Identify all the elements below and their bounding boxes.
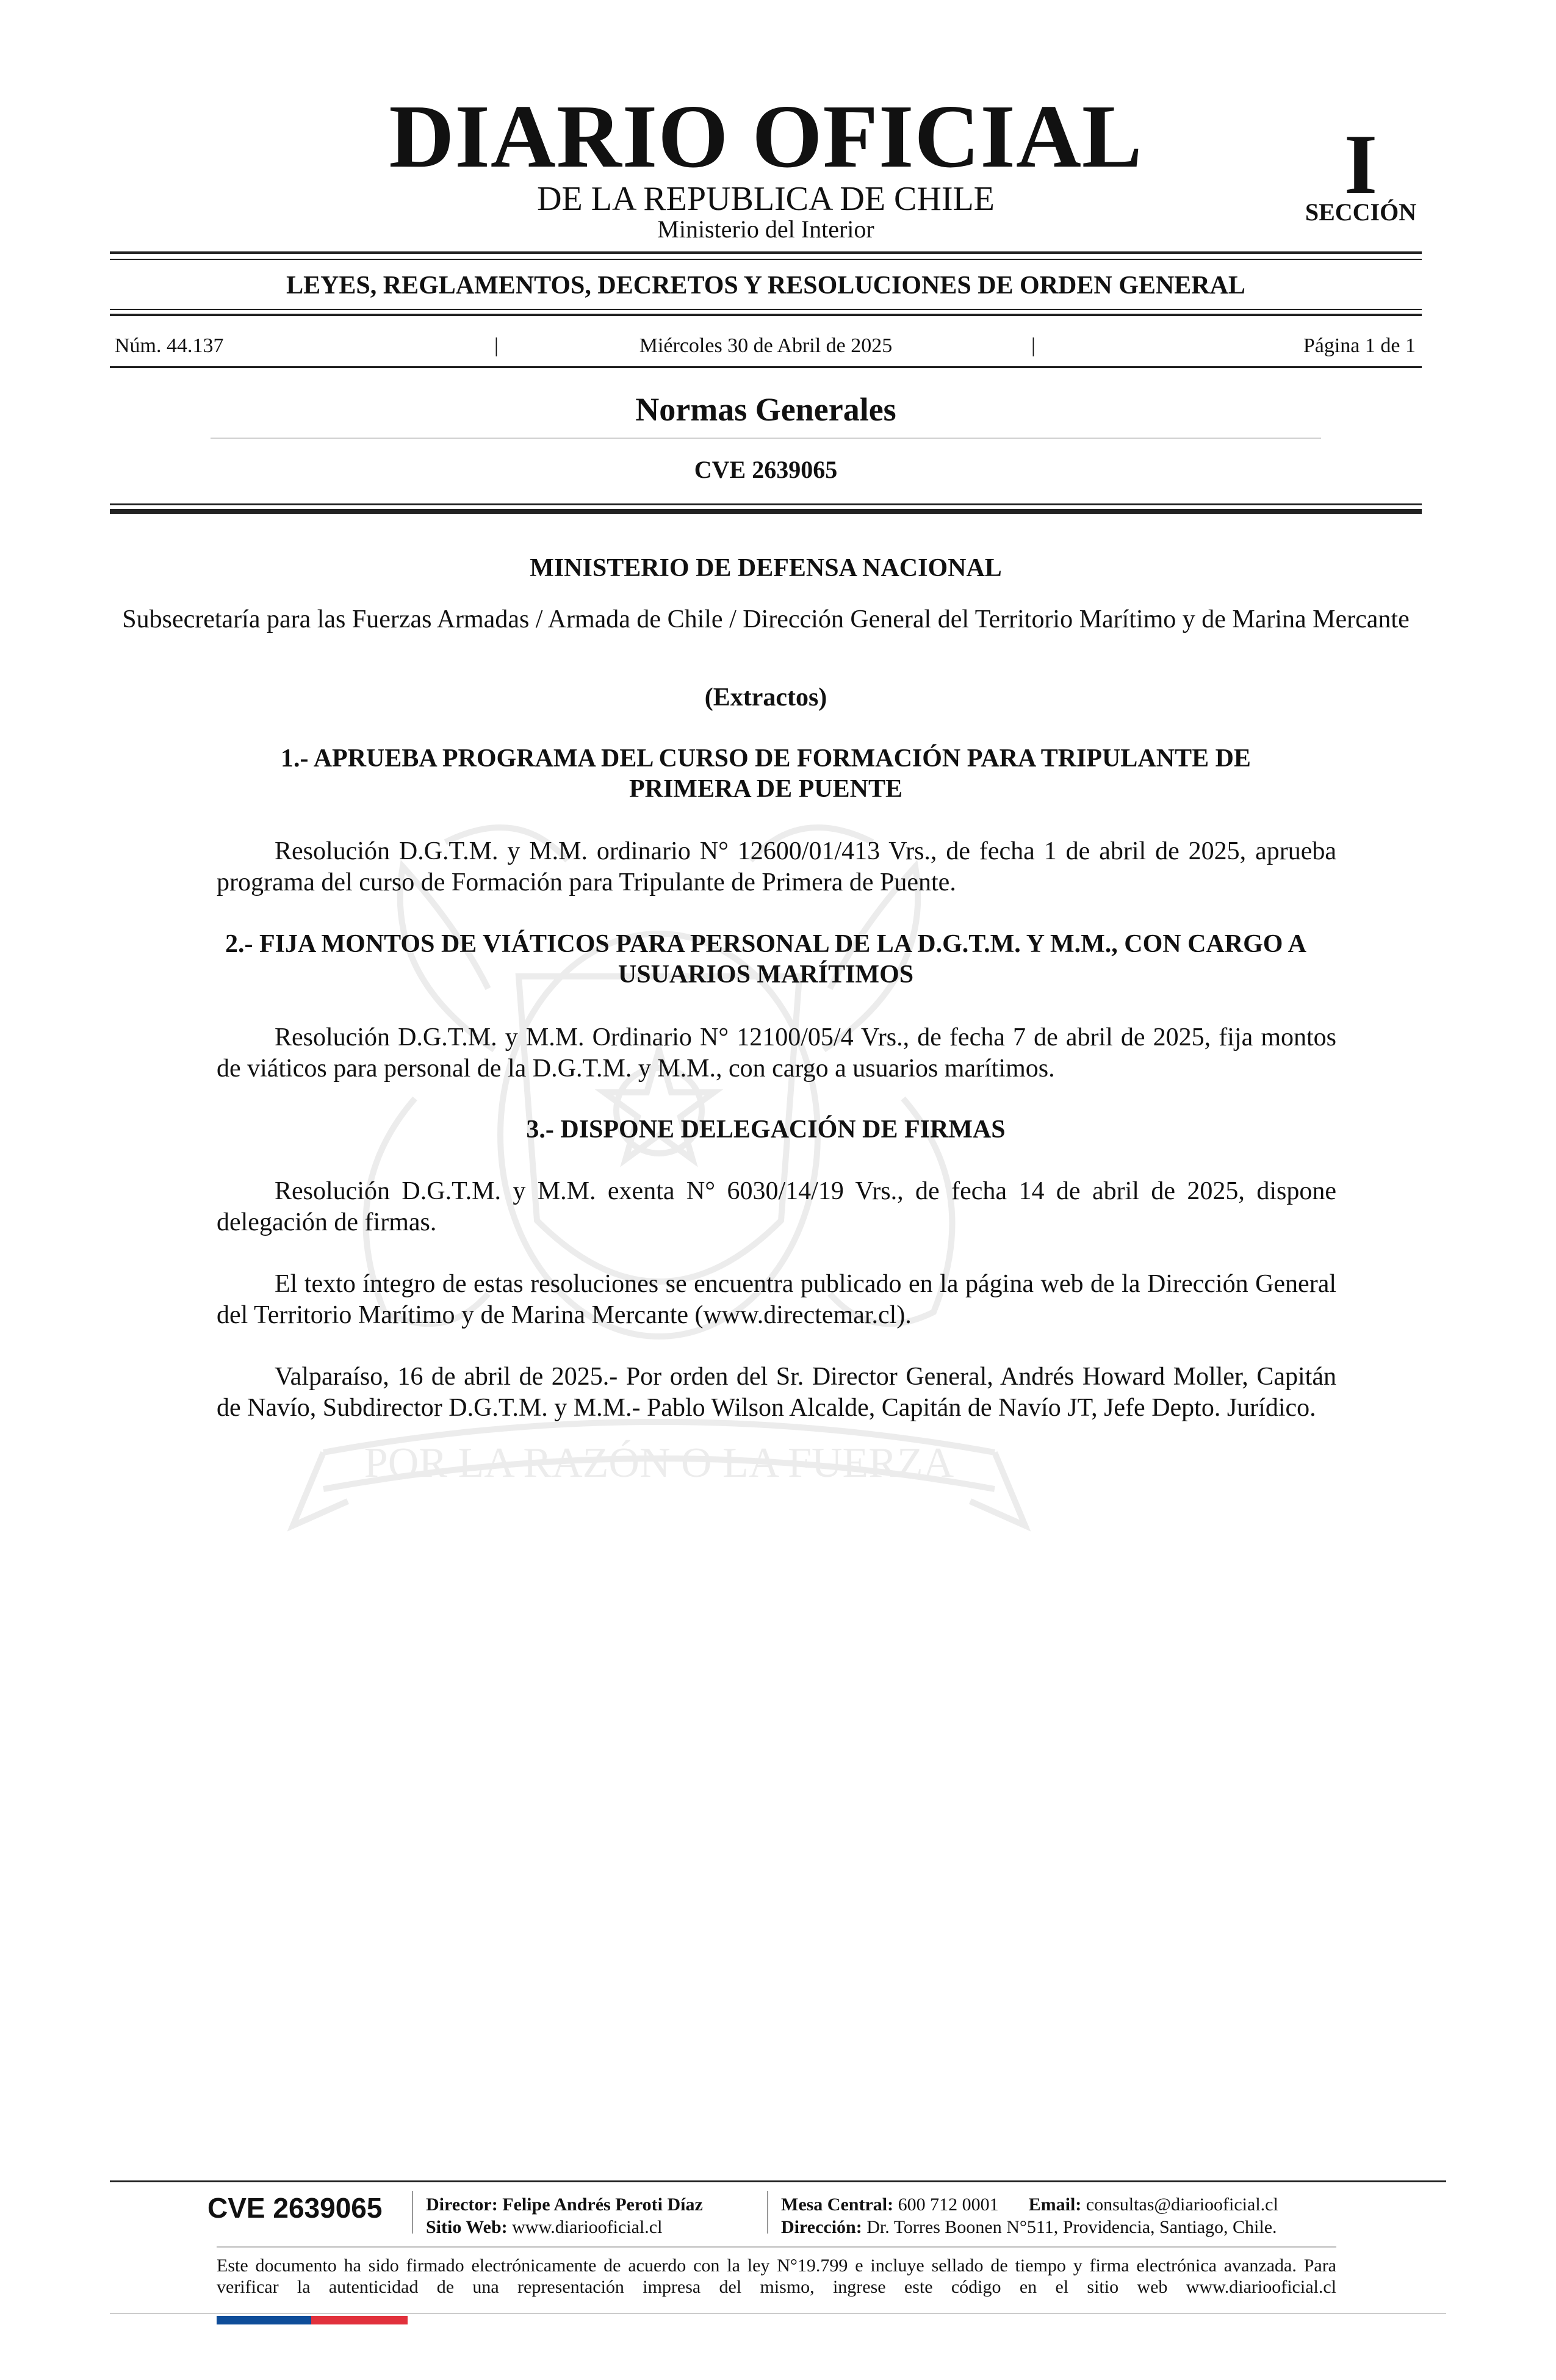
header-rule-thin <box>110 503 1422 505</box>
category-rule-thin <box>110 309 1422 310</box>
footer-website-label: Sitio Web: <box>426 2217 508 2237</box>
extractos-label: (Extractos) <box>704 683 827 712</box>
footer-bottom-rule <box>110 2313 1446 2314</box>
issue-page: Página 1 de 1 <box>1303 334 1416 357</box>
ministry-heading: MINISTERIO DE DEFENSA NACIONAL <box>530 554 1002 582</box>
footer-director-value: Felipe Andrés Peroti Díaz <box>502 2194 703 2215</box>
footer-website <box>426 2216 662 2238</box>
footer-divider <box>217 2246 1336 2248</box>
section-title-rule <box>211 438 1321 439</box>
footer-separator-2 <box>767 2191 768 2234</box>
item-heading-1: 1.- APRUEBA PROGRAMA DEL CURSO DE FORMACIÓN PARA TRIPULANTE DE PRIMERA DE PUENTE <box>281 745 1251 803</box>
issue-rule <box>110 366 1422 368</box>
issue-number: Núm. 44.137 <box>115 334 224 357</box>
footer-address <box>781 2216 1277 2238</box>
note-paragraph: El texto íntegro de estas resoluciones se encuentra publicado en la página web de la Dirección General del Territorio Marítimo y de Marina Mercante (www.directemar.cl). <box>217 1270 1336 1329</box>
footer-website-link[interactable]: www.diariooficial.cl <box>512 2217 663 2237</box>
footer-address-value: Dr. Torres Boonen N°511, Providencia, Santiago, Chile. <box>866 2217 1277 2237</box>
footer-director <box>426 2193 703 2216</box>
masthead-subtitle: DE LA REPUBLICA DE CHILE <box>537 180 995 218</box>
section-title: Normas Generales <box>635 391 896 428</box>
item-heading-2: 2.- FIJA MONTOS DE VIÁTICOS PARA PERSONAL DE LA D.G.T.M. Y M.M., CON CARGO A USUARIOS MARÍTIMOS <box>225 930 1306 989</box>
footer-disclaimer: Este documento ha sido firmado electrónicamente de acuerdo con la ley N°19.799 e incluye sellado de tiempo y firma electrónica avanzada. Para verificar la autenticidad de una representación impresa del mismo, ingrese este código en el sitio web www.diariooficial.cl <box>217 2256 1336 2297</box>
footer-contact <box>781 2193 1278 2216</box>
issue-separator-right: | <box>1031 334 1036 357</box>
masthead-title: DIARIO OFICIAL <box>389 87 1143 187</box>
header-rule-thick <box>110 509 1422 514</box>
category-rule <box>110 314 1422 316</box>
footer-director-label: Director: <box>426 2194 498 2215</box>
footer-phone-label: Mesa Central: <box>781 2194 894 2215</box>
footer-email-link[interactable]: consultas@diariooficial.cl <box>1086 2194 1278 2215</box>
footer-email-label: Email: <box>1028 2194 1082 2215</box>
masthead-rule-top-thin <box>110 259 1422 260</box>
item-text-1: Resolución D.G.T.M. y M.M. ordinario N° 12600/01/413 Vrs., de fecha 1 de abril de 2025, aprueba programa del curso de Formación para Tripulante de Primera de Puente. <box>217 837 1336 896</box>
category-heading: LEYES, REGLAMENTOS, DECRETOS Y RESOLUCIONES DE ORDEN GENERAL <box>286 272 1245 300</box>
footer-rule <box>110 2180 1446 2182</box>
footer-separator-1 <box>412 2191 413 2234</box>
footer-address-label: Dirección: <box>781 2217 862 2237</box>
footer-cve: CVE 2639065 <box>207 2192 383 2224</box>
cve-code: CVE 2639065 <box>694 456 838 483</box>
section-number: I <box>1344 117 1378 212</box>
item-text-2: Resolución D.G.T.M. y M.M. Ordinario N° 12100/05/4 Vrs., de fecha 7 de abril de 2025, fija montos de viáticos para personal de la D.G.T.M. y M.M., con cargo a usuarios marítimos. <box>217 1023 1336 1083</box>
flag-stripe-blue <box>217 2316 311 2324</box>
watermark-motto: POR LA RAZÓN O LA FUERZA <box>364 1440 954 1487</box>
item-text-3: Resolución D.G.T.M. y M.M. exenta N° 6030/14/19 Vrs., de fecha 14 de abril de 2025, dispone delegación de firmas. <box>217 1177 1336 1236</box>
subsecretariat-line: Subsecretaría para las Fuerzas Armadas / Armada de Chile / Dirección General del Territorio Marítimo y de Marina Mercante <box>122 605 1410 633</box>
section-label: SECCIÓN <box>1305 198 1417 226</box>
masthead-rule-top <box>110 251 1422 254</box>
flag-stripe-red <box>311 2316 408 2324</box>
footer-phone-value: 600 712 0001 <box>898 2194 999 2215</box>
signature-paragraph: Valparaíso, 16 de abril de 2025.- Por orden del Sr. Director General, Andrés Howard Moller, Capitán de Navío, Subdirector D.G.T.M. y M.M.- Pablo Wilson Alcalde, Capitán de Navío JT, Jefe Depto. Jurídico. <box>217 1363 1336 1422</box>
issue-date: Miércoles 30 de Abril de 2025 <box>639 334 893 357</box>
masthead-ministry: Ministerio del Interior <box>657 215 874 243</box>
item-heading-3: 3.- DISPONE DELEGACIÓN DE FIRMAS <box>526 1116 1006 1144</box>
issue-separator-left: | <box>494 334 499 357</box>
